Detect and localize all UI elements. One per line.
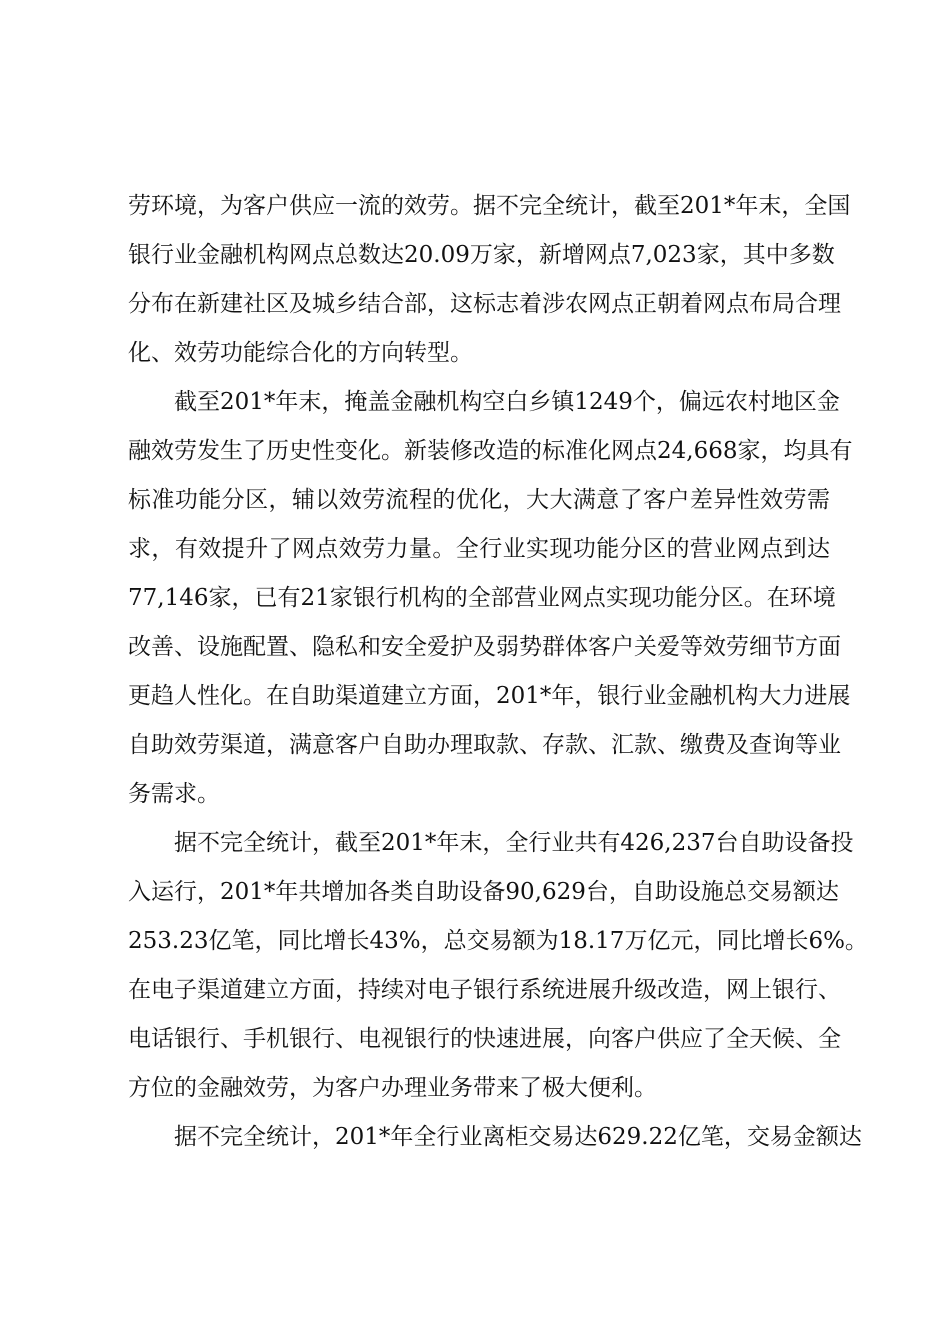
text-line: 入运行，201*年共增加各类自助设备90,629台，自助设施总交易额达 bbox=[128, 879, 839, 905]
text-line: 据不完全统计，截至201*年末，全行业共有426,237台自助设备投 bbox=[174, 830, 854, 856]
text-line: 改善、设施配置、隐私和安全爱护及弱势群体客户关爱等效劳细节方面 bbox=[128, 634, 841, 660]
text-line: 务需求。 bbox=[128, 781, 220, 807]
paragraph-1 bbox=[128, 182, 851, 378]
paragraph-3 bbox=[128, 819, 868, 1113]
text-line: 截至201*年末，掩盖金融机构空白乡镇1249个，偏远农村地区金 bbox=[174, 389, 840, 415]
text-line: 劳环境，为客户供应一流的效劳。据不完全统计，截至201*年末，全国 bbox=[128, 193, 851, 219]
text-line: 分布在新建社区及城乡结合部，这标志着涉农网点正朝着网点布局合理 bbox=[128, 291, 841, 317]
text-line: 银行业金融机构网点总数达20.09万家，新增网点7,023家，其中多数 bbox=[128, 242, 835, 268]
text-line: 253.23亿笔，同比增长43%，总交易额为18.17万亿元，同比增长6%。 bbox=[128, 928, 868, 954]
paragraph-2 bbox=[128, 378, 853, 819]
text-line: 求，有效提升了网点效劳力量。全行业实现功能分区的营业网点到达 bbox=[128, 536, 830, 562]
text-line: 在电子渠道建立方面，持续对电子银行系统进展升级改造，网上银行、 bbox=[128, 977, 841, 1003]
text-line: 据不完全统计，201*年全行业离柜交易达629.22亿笔，交易金额达 bbox=[174, 1124, 862, 1150]
text-line: 电话银行、手机银行、电视银行的快速进展，向客户供应了全天候、全 bbox=[128, 1026, 841, 1052]
document-body bbox=[128, 182, 868, 1162]
text-line: 77,146家，已有21家银行机构的全部营业网点实现功能分区。在环境 bbox=[128, 585, 836, 611]
text-line: 更趋人性化。在自助渠道建立方面，201*年，银行业金融机构大力进展 bbox=[128, 683, 851, 709]
text-line: 融效劳发生了历史性变化。新装修改造的标准化网点24,668家，均具有 bbox=[128, 438, 853, 464]
text-line: 自助效劳渠道，满意客户自助办理取款、存款、汇款、缴费及查询等业 bbox=[128, 732, 841, 758]
text-line: 化、效劳功能综合化的方向转型。 bbox=[128, 340, 473, 366]
text-line: 标准功能分区，辅以效劳流程的优化，大大满意了客户差异性效劳需 bbox=[128, 487, 830, 513]
paragraph-4 bbox=[128, 1113, 862, 1162]
text-line: 方位的金融效劳，为客户办理业务带来了极大便利。 bbox=[128, 1075, 657, 1101]
